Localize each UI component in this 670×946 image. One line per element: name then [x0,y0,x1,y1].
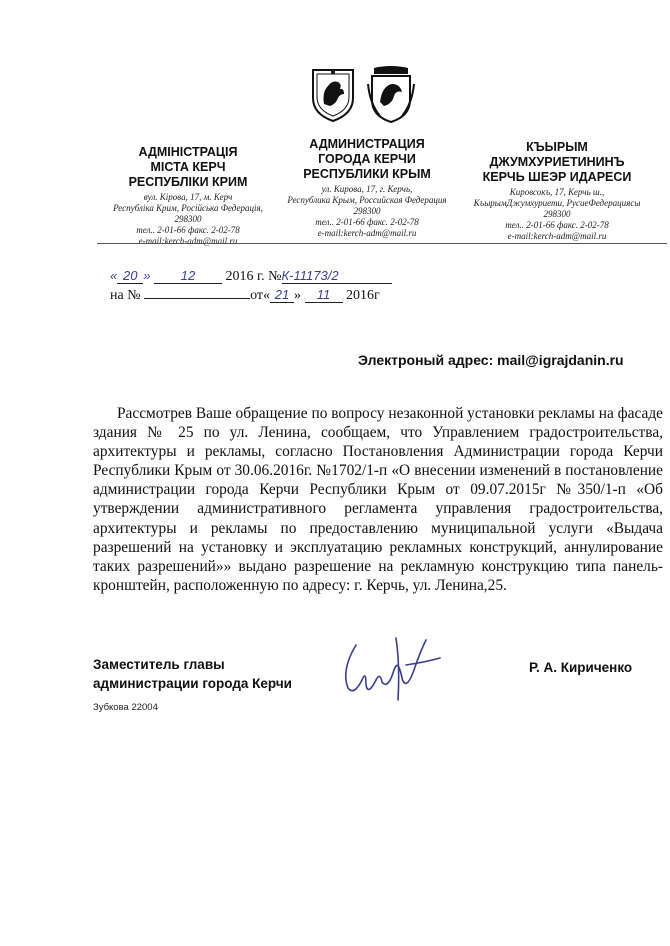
header-ru-title [272,137,462,182]
executor-note: Зубкова 22004 [93,702,158,713]
header-ua-address-line: 298300 [174,214,202,224]
reference-from-label: от« [250,288,271,303]
handwritten-signature-icon [336,630,446,710]
header-ua-address [98,192,278,247]
reference-close-quote: » [294,288,302,303]
header-ct-title-line: КЪЫРЫМ [526,140,588,154]
header-ua-address-line: Республіка Крим, Російська Федерація, [113,203,263,213]
header-ru-address [272,184,462,239]
header-ua-address-line: тел.. 2-01-66 факс. 2-02-78 [136,225,240,235]
header-ct-title-line: КЕРЧЬ ШЕЭР ИДАРЕСИ [482,170,632,184]
header-ua-address-line: вул. Кірова, 17, м. Керч [143,192,233,202]
header-ct-address-line: тел.. 2-01-66 факс. 2-02-78 [505,220,609,230]
incoming-reference [110,288,380,304]
header-ct-address-line: Кировсокъ, 17, Керчь ш., [509,187,605,197]
signer-position-line: Заместитель главы [93,657,225,672]
open-quote: « [110,268,118,283]
reference-day: 21 [270,288,294,303]
recipient-email: Электроный адрес: mail@igrajdanin.ru [358,352,624,368]
header-ru-address-line: 298300 [353,206,381,216]
crimea-coat-of-arms-icon [308,64,358,124]
reference-year: 2016г [346,288,380,303]
reference-month: 11 [305,288,343,303]
letter-body: Рассмотрев Ваше обращение по вопросу незаконной установки рекламы на фасаде здания № 25 по ул. Ленина, сообщаем, что Управлением градостроительства, архитектуры и рекламы, согласно Постановления Администрации города Керчи Республики Крым от 30.06.2016г. №1702/1-п «О внесении изменений в постановление администрации города Керчи Республики Крым от 09.07.2015г №350/1-п «Об утверждении административного регламента управления градостроительства, архитектуры и рекламы по предоставлению муниципальной услуги «Выдача разрешений на установку и эксплуатацию рекламных конструкций, аннулирование таких разрешений»» выдано разрешение на рекламную конструкцию типа панель-кронштейн, расположенную по адресу: г. Керчь, ул. Ленина,25. [93,405,663,594]
outgoing-registration [110,268,392,285]
signer-position-line: администрации города Керчи [93,676,292,691]
header-ukrainian [98,145,278,247]
emblems [308,64,418,124]
header-ru-title-line: ГОРОДА КЕРЧИ [318,152,416,166]
outgoing-year-label: 2016 г. № [225,269,282,284]
header-ru-title-line: АДМИНИСТРАЦИЯ [309,137,425,151]
header-ct-address [452,187,662,242]
kerch-coat-of-arms-icon [366,64,416,124]
reference-prefix: на № [110,288,141,303]
header-ua-address-line: e-mail:kerch-adm@mail.ru [138,236,238,246]
header-ru-title-line: РЕСПУБЛИКИ КРЫМ [303,167,431,181]
header-ct-address-line: e-mail:kerch-adm@mail.ru [507,231,607,241]
header-ru-address-line: тел.. 2-01-66 факс. 2-02-78 [315,217,419,227]
header-ct-address-line: КъырымДжумхуриети, РусиеФедерациясы [473,198,641,208]
header-ua-title [98,145,278,190]
outgoing-number: К-11173/2 [282,269,392,284]
header-ct-title-line: ДЖУМХУРИЕТИНИНЪ [489,155,625,169]
header-divider [97,243,667,244]
reference-number-blank [144,298,250,299]
header-ua-title-line: МІСТА КЕРЧ [150,160,226,174]
header-ru-address-line: e-mail:kerch-adm@mail.ru [317,228,417,238]
header-ru-address-line: ул. Кирова, 17, г. Керчь, [321,184,413,194]
header-ct-title [452,140,662,185]
header-ct-address-line: 298300 [543,209,571,219]
signer-position [93,655,292,693]
signer-name: Р. А. Кириченко [529,660,633,675]
header-ua-title-line: АДМІНІСТРАЦІЯ [138,145,238,159]
close-quote: » [143,268,151,283]
header-russian [272,137,462,239]
outgoing-month: 12 [154,269,222,284]
header-ua-title-line: РЕСПУБЛІКИ КРИМ [128,175,248,189]
header-crimean-tatar [452,140,662,242]
header-ru-address-line: Республика Крым, Российская Федерация [287,195,447,205]
outgoing-day: 20 [117,269,143,284]
